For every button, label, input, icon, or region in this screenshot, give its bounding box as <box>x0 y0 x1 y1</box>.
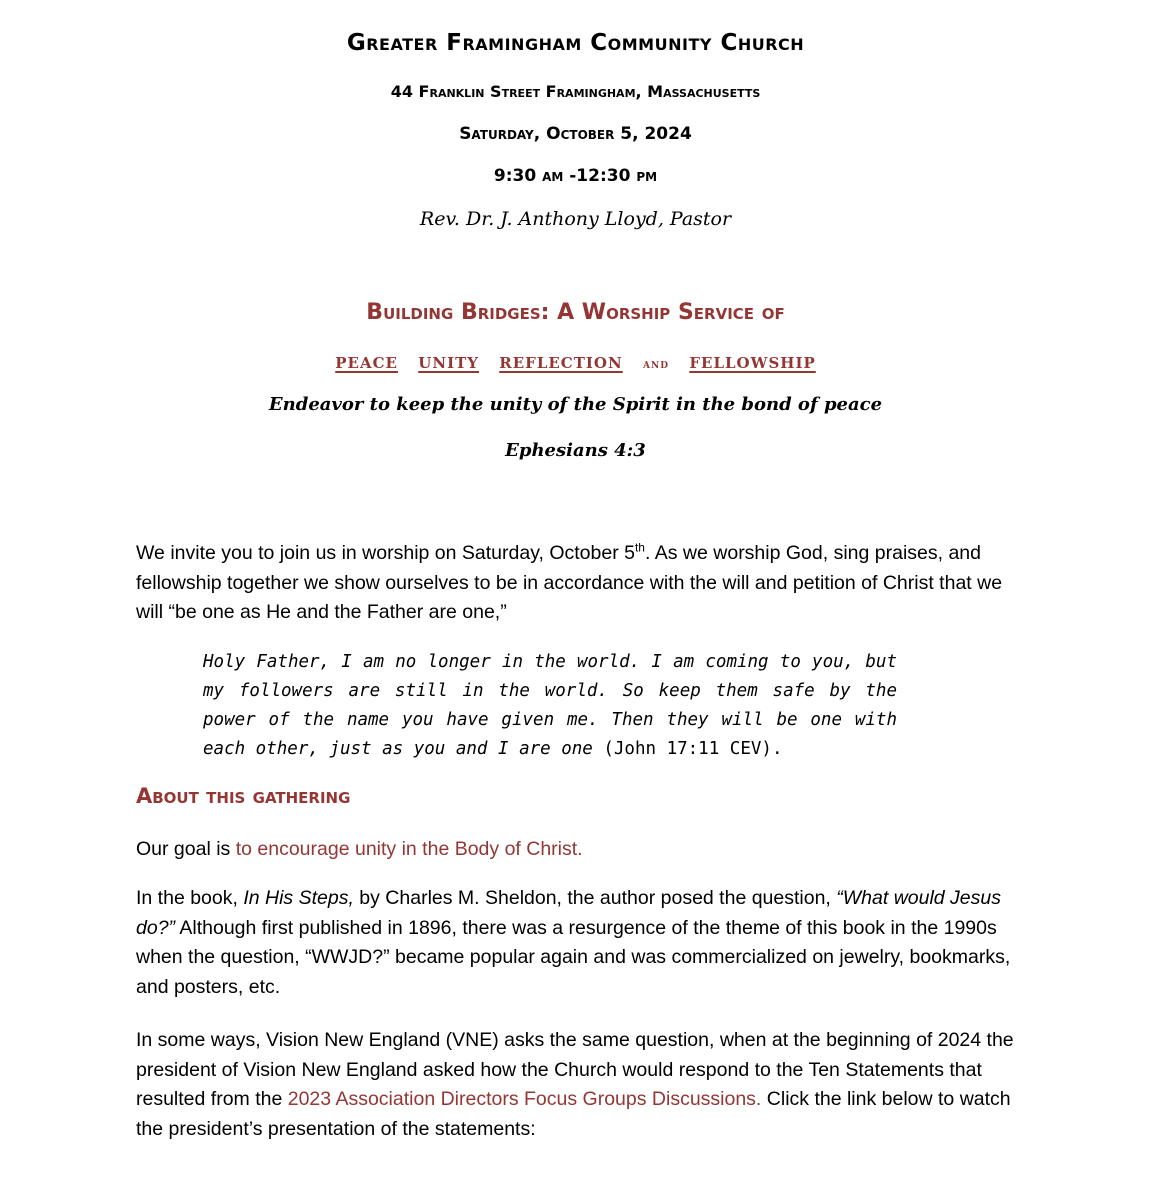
about-heading: About this gathering <box>136 784 351 808</box>
church-name: Greater Framingham Community Church <box>346 30 805 56</box>
quote-citation: (John 17:11 CEV). <box>592 739 783 759</box>
book-paragraph <box>136 884 1016 1002</box>
book-title: In His Steps, <box>243 887 354 909</box>
scripture-quote: Endeavor to keep the unity of the Spirit in the bond of peace <box>268 394 883 415</box>
goal-paragraph <box>136 835 1016 865</box>
pastor-name: Rev. Dr. J. Anthony Lloyd, Pastor <box>419 208 732 230</box>
theme-peace: peace <box>335 348 398 373</box>
event-date: Saturday, October 5, 2024 <box>459 124 692 144</box>
service-title: Building Bridges: A Worship Service of <box>366 300 785 325</box>
invite-text-1: We invite you to join us in worship on Saturday, October 5 <box>136 542 635 564</box>
service-themes <box>0 348 1151 373</box>
focus-groups-link[interactable]: 2023 Association Directors Focus Groups Discussions. <box>287 1088 762 1110</box>
invitation-paragraph <box>136 539 1016 628</box>
goal-prefix: Our goal is <box>136 838 236 860</box>
vne-text-2: Click the link below to watch the president’s presentation of the statements: <box>136 1088 1011 1140</box>
event-time: 9:30 am -12:30 pm <box>493 166 658 186</box>
scripture-reference: Ephesians 4:3 <box>505 440 646 461</box>
vne-text-1: In some ways, Vision New England (VNE) asks the same question, when at the beginning of 2024 the president of Vision New England asked how the Church would respond to the Ten Statements that resulted from the <box>136 1029 1014 1110</box>
theme-fellowship: fellowship <box>689 348 816 373</box>
theme-conjunction: and <box>643 357 670 372</box>
church-address: 44 Franklin Street Framingham, Massachusetts <box>390 82 761 101</box>
vne-paragraph <box>136 1026 1016 1144</box>
quote-text: Holy Father, I am no longer in the world. I am coming to you, but my followers are still in the world. So keep them safe by the power of the name you have given me. Then they will be one with each other, just as you and I are one <box>203 652 897 759</box>
invite-superscript: th <box>634 540 645 555</box>
book-text-3: Although first published in 1896, there was a resurgence of the theme of this book in the 1990s when the question, “WWJD?” became popular again and was commercialized on jewelry, bookmarks, and posters, etc. <box>136 916 1011 998</box>
bible-block-quote <box>203 648 897 764</box>
book-text-2: by Charles M. Sheldon, the author posed the question, <box>353 887 837 909</box>
book-question: “What would Jesus do?” <box>136 887 1001 939</box>
theme-unity: unity <box>418 348 479 373</box>
invite-text-2: . As we worship God, sing praises, and fellowship together we show ourselves to be in accordance with the will and petition of Christ that we will “be one as He and the Father are one,” <box>136 542 1003 623</box>
book-text-1: In the book, <box>136 887 244 909</box>
theme-reflection: reflection <box>499 348 623 373</box>
goal-link[interactable]: to encourage unity in the Body of Christ. <box>235 838 583 860</box>
